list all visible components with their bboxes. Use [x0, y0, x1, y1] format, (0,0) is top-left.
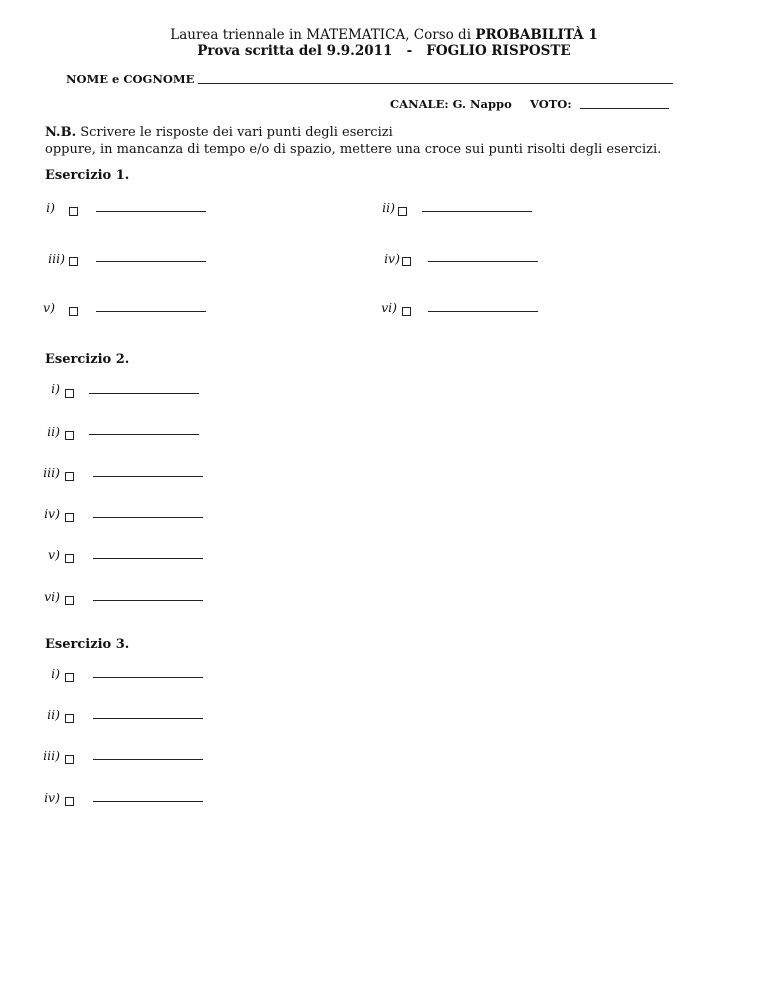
exercise-3-title: Esercizio 3.: [45, 637, 130, 652]
ex3-item-ii-checkbox[interactable]: [65, 714, 74, 723]
ex1-item-v-label: v): [43, 300, 55, 315]
ex1-item-i-answer-line[interactable]: [96, 211, 206, 212]
ex1-item-i-checkbox[interactable]: [69, 207, 78, 216]
ex3-item-i-checkbox[interactable]: [65, 673, 74, 682]
ex1-item-iv-checkbox[interactable]: [402, 257, 411, 266]
ex2-item-ii-checkbox[interactable]: [65, 431, 74, 440]
ex1-item-ii-checkbox[interactable]: [398, 207, 407, 216]
ex2-item-v-label: v): [48, 547, 60, 562]
ex1-item-v-checkbox[interactable]: [69, 307, 78, 316]
ex1-item-iv-label: iv): [384, 251, 400, 266]
ex2-item-vi-checkbox[interactable]: [65, 596, 74, 605]
ex3-item-i-label: i): [51, 666, 60, 681]
header-line-1: [0, 27, 768, 44]
ex2-item-iii-checkbox[interactable]: [65, 472, 74, 481]
ex3-item-iii-checkbox[interactable]: [65, 755, 74, 764]
ex1-item-vi-checkbox[interactable]: [402, 307, 411, 316]
exercise-2-title: Esercizio 2.: [45, 352, 130, 367]
exercise-1-title: Esercizio 1.: [45, 168, 130, 183]
ex1-item-ii-label: ii): [382, 200, 395, 215]
ex2-item-iv-checkbox[interactable]: [65, 513, 74, 522]
canale-label: CANALE: G. Nappo: [390, 97, 512, 111]
ex3-item-ii-answer-line[interactable]: [93, 718, 203, 719]
note-text-1: Scrivere le risposte dei vari punti degli esercizi: [76, 125, 393, 140]
voto-label: VOTO:: [530, 97, 572, 111]
sheet-title: FOGLIO RISPOSTE: [426, 43, 571, 59]
nb-label: N.B.: [45, 125, 77, 140]
ex3-item-iii-answer-line[interactable]: [93, 759, 203, 760]
ex2-item-ii-label: ii): [47, 424, 60, 439]
voto-field-line[interactable]: [580, 108, 669, 109]
ex2-item-i-checkbox[interactable]: [65, 389, 74, 398]
name-field-line[interactable]: [198, 83, 673, 84]
ex3-item-iv-checkbox[interactable]: [65, 797, 74, 806]
ex1-item-vi-label: vi): [381, 300, 397, 315]
ex3-item-ii-label: ii): [47, 707, 60, 722]
ex1-item-iii-answer-line[interactable]: [96, 261, 206, 262]
ex2-item-vi-label: vi): [44, 589, 60, 604]
ex2-item-iii-label: iii): [43, 465, 60, 480]
ex2-item-iii-answer-line[interactable]: [93, 476, 203, 477]
ex1-item-i-label: i): [46, 200, 55, 215]
exam-date: Prova scritta del 9.9.2011: [197, 43, 393, 59]
header-line-2: [0, 43, 768, 60]
ex1-item-vi-answer-line[interactable]: [428, 311, 538, 312]
ex1-item-v-answer-line[interactable]: [96, 311, 206, 312]
name-label: NOME e COGNOME: [66, 72, 195, 86]
ex1-item-ii-answer-line[interactable]: [422, 211, 532, 212]
ex3-item-iv-answer-line[interactable]: [93, 801, 203, 802]
ex2-item-i-answer-line[interactable]: [89, 393, 199, 394]
ex3-item-iii-label: iii): [43, 748, 60, 763]
header-separator: -: [406, 43, 413, 59]
ex1-item-iv-answer-line[interactable]: [428, 261, 538, 262]
course-name: PROBABILITÀ 1: [475, 27, 598, 43]
ex2-item-ii-answer-line[interactable]: [89, 434, 199, 435]
header-prefix: Laurea triennale in MATEMATICA, Corso di: [170, 27, 476, 43]
ex2-item-v-answer-line[interactable]: [93, 558, 203, 559]
note-line-1: [45, 124, 393, 141]
ex2-item-v-checkbox[interactable]: [65, 554, 74, 563]
ex2-item-i-label: i): [51, 381, 60, 396]
ex2-item-vi-answer-line[interactable]: [93, 600, 203, 601]
ex3-item-i-answer-line[interactable]: [93, 677, 203, 678]
ex1-item-iii-label: iii): [48, 251, 65, 266]
ex2-item-iv-answer-line[interactable]: [93, 517, 203, 518]
ex3-item-iv-label: iv): [44, 790, 60, 805]
ex1-item-iii-checkbox[interactable]: [69, 257, 78, 266]
ex2-item-iv-label: iv): [44, 506, 60, 521]
note-line-2: oppure, in mancanza di tempo e/o di spazio, mettere una croce sui punti risolti degli esercizi.: [45, 142, 662, 157]
